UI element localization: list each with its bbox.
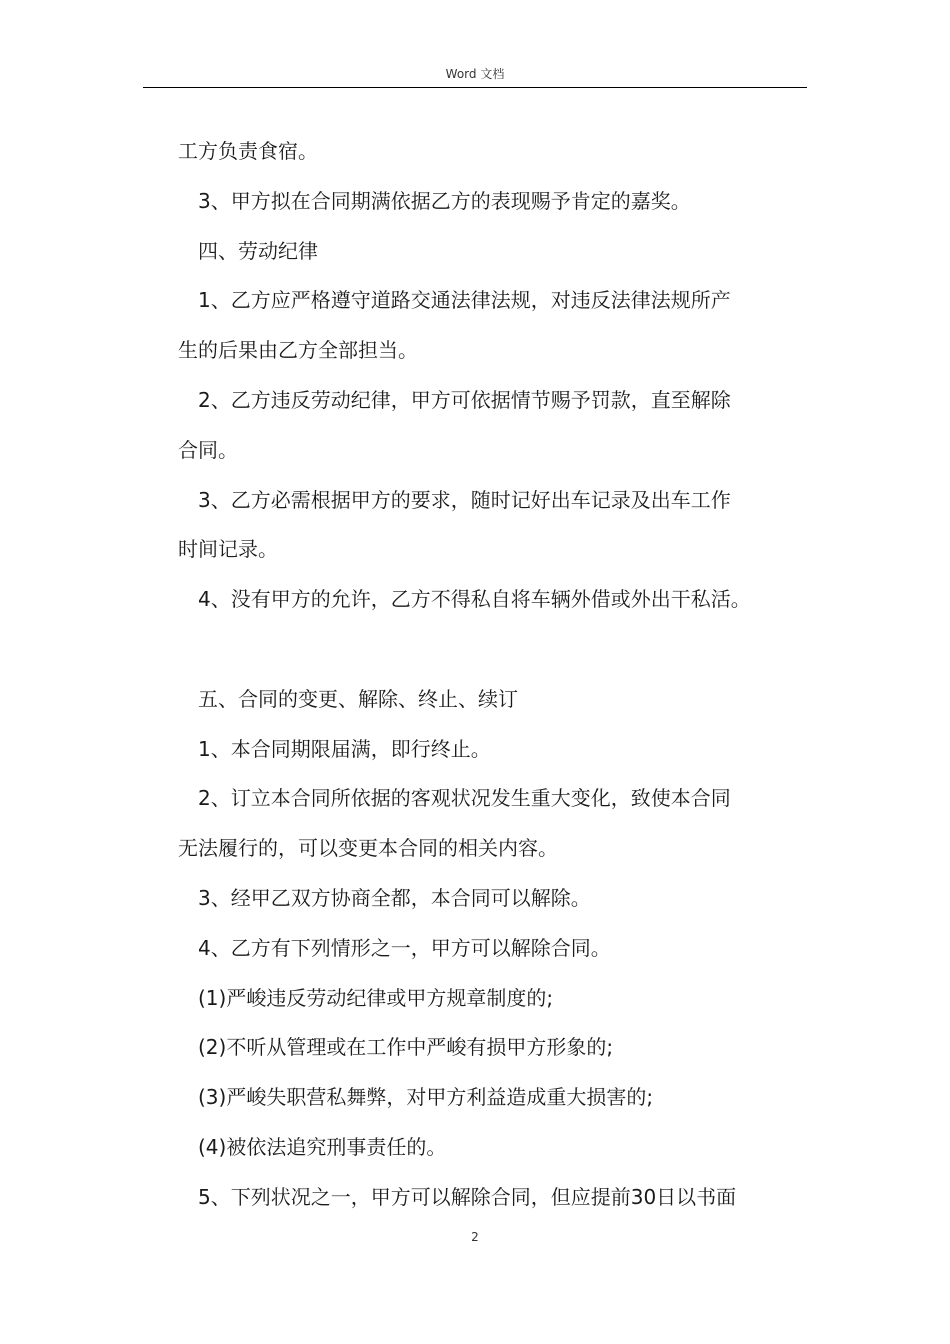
paragraph-line: 合同。: [178, 437, 238, 462]
list-item: (3)严峻失职营私舞弊，对甲方利益造成重大损害的;: [198, 1085, 654, 1110]
paragraph-line: 2、乙方违反劳动纪律，甲方可依据情节赐予罚款，直至解除: [198, 387, 731, 412]
paragraph-line: 无法履行的，可以变更本合同的相关内容。: [178, 836, 558, 861]
page-header: Word 文档: [445, 67, 505, 81]
paragraph-line: 5、下列状况之一，甲方可以解除合同，但应提前30日以书面: [198, 1184, 737, 1209]
paragraph-line: 3、经甲乙双方协商全都，本合同可以解除。: [198, 885, 591, 910]
paragraph-line: 4、没有甲方的允许，乙方不得私自将车辆外借或外出干私活。: [198, 587, 751, 612]
blank-line: [178, 625, 818, 675]
section-heading: 五、合同的变更、解除、终止、续订: [198, 686, 518, 711]
document-body: [178, 127, 818, 1223]
paragraph-line: 3、乙方必需根据甲方的要求，随时记好出车记录及出车工作: [198, 487, 731, 512]
paragraph-line: 3、甲方拟在合同期满依据乙方的表现赐予肯定的嘉奖。: [198, 188, 691, 213]
list-item: (1)严峻违反劳动纪律或甲方规章制度的;: [198, 985, 554, 1010]
paragraph-line: 4、乙方有下列情形之一，甲方可以解除合同。: [198, 935, 611, 960]
list-item: (4)被依法追究刑事责任的。: [198, 1134, 447, 1159]
paragraph-line: 1、本合同期限届满，即行终止。: [198, 736, 491, 761]
paragraph-line: 1、乙方应严格遵守道路交通法律法规，对违反法律法规所产: [198, 288, 731, 313]
paragraph-line: 时间记录。: [178, 537, 278, 562]
paragraph-line: 2、订立本合同所依据的客观状况发生重大变化，致使本合同: [198, 786, 731, 811]
paragraph-line: 工方负责食宿。: [178, 139, 318, 163]
section-heading: 四、劳动纪律: [198, 238, 318, 263]
header-divider: [143, 87, 807, 88]
page-number: 2: [471, 1230, 479, 1244]
list-item: (2)不听从管理或在工作中严峻有损甲方形象的;: [198, 1035, 614, 1060]
paragraph-line: 生的后果由乙方全部担当。: [178, 338, 418, 363]
